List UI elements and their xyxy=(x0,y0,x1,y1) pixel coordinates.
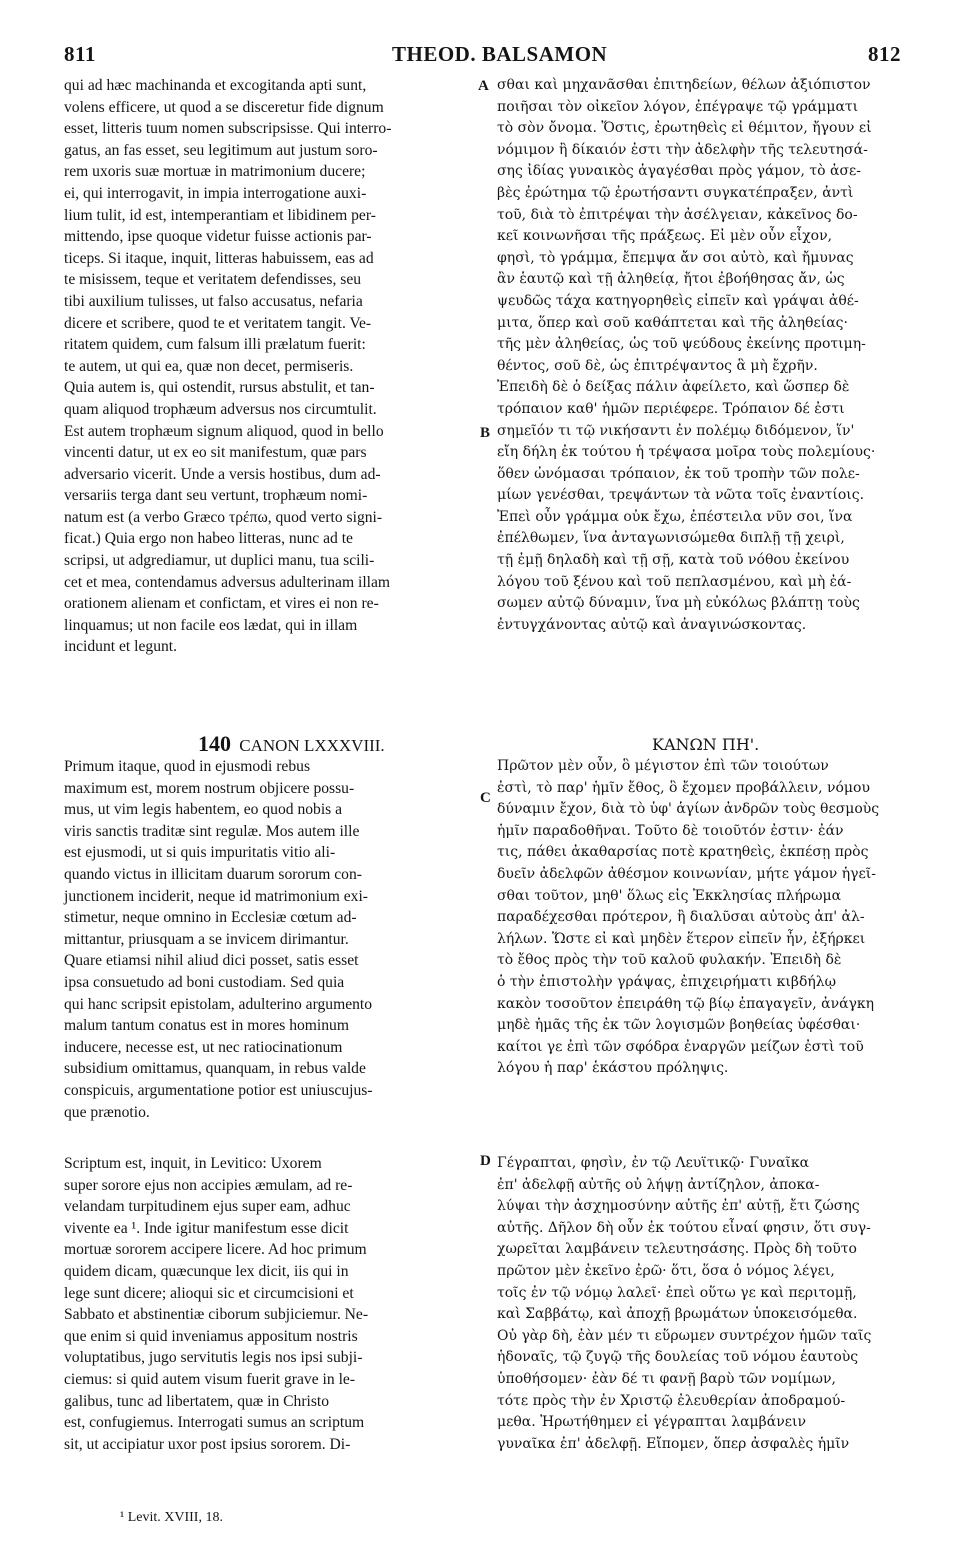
margin-mark-d: D xyxy=(480,1153,491,1169)
canon-title-latin: CANON LXXXVIII. xyxy=(239,736,385,755)
left-page-number: 811 xyxy=(64,42,96,66)
greek-paragraph-top: σθαι καὶ μηχανᾶσθαι ἐπιτηδείων, θέλων ἀξιόπιστον ποιῆσαι τὸν οἰκεῖον λόγον, ἐπέγραψε τῷ γράμματι τὸ σὸν ὄνομα. Ὅστις, ἐρωτηθεὶς εἰ θέμιτον, ἤγουν εἰ νόμιμον ἢ δίκαιόν ἐστι τὴν ἀδελφὴν τῆς τελευτησά- σης ἰδίας γυναικὸς ἀγαγέσθαι πρὸς γάμον, τὸ ἀσε- βὲς ἐρώτημα τῷ ἐρωτήσαντι συγκατέπραξεν, ἀντὶ τοῦ, διὰ τὸ ἐπιτρέψαι τὴν ἀσέλγειαν, κἀκεῖνος δο- κεῖ κοινωνῆσαι τῆς πράξεως. Εἰ μὲν οὖν εἶχον, φησὶ, τὸ γράμμα, ἔπεμψα ἄν σοι αὐτὸ, καὶ ἤμυνας ἂν ἑαυτῷ καὶ τῇ ἀληθείᾳ, ἤτοι ἐβοήθησας ἄν, ὡς ψευδῶς τάχα κατηγορηθεὶς εἰπεῖν καὶ γράψαι ἀθέ- μιτα, ὅπερ καὶ σοῦ καθάπτεται καὶ τῆς ἀληθείας· τῆς μὲν ἀληθείας, ὡς τοῦ ψεύδους ἐκείνης προτιμη- θέντος, σοῦ δὲ, ὡς ἐπιτρέψαντος ἃ μὴ ἔχρῆν. Ἐπειδὴ δὲ ὁ δείξας πάλιν ἀφείλετο, καὶ ὥσπερ δὲ τρόπαιον καθ' ἡμῶν περιέφερε. Τρόπαιον δέ ἐστι σημεῖόν τι τῷ νικήσαντι ἐν πολέμῳ διδόμενον, ἵν' εἴη δήλη ἐκ τούτου ἡ τρέψασα μοῖρα τοὺς πολεμίους· ὅθεν ὠνόμασαι τρόπαιον, ἐκ τοῦ τροπὴν τῶν πολε- μίων γενέσθαι, τρεψάντων τὰ νῶτα τοῖς ἐναντίοις. Ἐπεὶ οὖν γράμμα οὐκ ἔχω, ἐπέστειλα νῦν σοι, ἵνα ἐπέλθωμεν, ἵνα ἀνταγωνισώμεθα διπλῇ τῇ χειρὶ, τῇ ἐμῇ δηλαδὴ καὶ τῇ σῇ, κατὰ τοῦ νόθου ἐκείνου λόγου τοῦ ξένου καὶ τοῦ πεπλασμένου, καὶ μὴ ἐά- σωμεν αὐτῷ δύναμιν, ἵνα μὴ εὐκόλως βλάπτῃ τοὺς ἐντυγχάνοντας αὐτῷ καὶ ἀναγινώσκοντας. xyxy=(497,77,876,633)
greek-column-bottom xyxy=(497,1153,909,1455)
latin-paragraph-top: qui ad hæc machinanda et excogitanda apti sunt, volens efficere, ut quod a se disceretur fide dignum esset, litteris tuum nomen subscripsisse. Qui interro- gatus, an fas esset, seu legitimum aut justum soro- rem uxoris suæ mortuæ in matrimonium ducere; ei, qui interrogavit, in impia interrogatione auxi- lium tulit, id est, intemperantiam et libidinem per- mittendo, ipse quoque videtur fuisse actionis par- ticeps. Si itaque, inquit, litteras habuissem, eas ad te misissem, teque et veritatem defendisses, seu tibi auxilium tulisses, ut falso accusatus, nefaria dicere et scribere, quod te et veritatem tangit. Ve- ritatem quidem, cum falsum illi prælatum fuerit: te autem, ut qui ea, quæ non decet, permiseris. Quia autem is, qui ostendit, rursus abstulit, et tan- quam aliquod trophæum adversus nos circumtulit. Est autem trophæum signum aliquod, quod in bello vincenti datur, ut ex eo sit manifestum, quæ pars adversario vicerit. Unde a versis hostibus, dum ad- versariis terga dant seu vertunt, trophæum nomi- natum est (a verbo Græco τρέπω, quod verto signi- ficat.) Quia ergo non habeo litteras, nunc ad te scripsi, ut adgrediamur, ut duplici manu, tua scili- cet et mea, contendamus adversus adulterinam illam orationem alienam et confictam, et vires ei non re- linquamus; ut non facile eos lædat, qui in illam incidunt et legunt. xyxy=(64,77,392,656)
canon-number: 140 xyxy=(198,731,231,756)
greek-paragraph-bottom: Γέγραπται, φησὶν, ἐν τῷ Λευϊτικῷ· Γυναῖκα ἐπ' ἀδελφῇ αὐτῆς οὐ λήψῃ ἀντίζηλον, ἀποκα- λύψαι τὴν ἀσχημοσύνην αὐτῆς ἐπ' αὐτῇ, ἔτι ζώσης αὐτῆς. Δῆλον δὴ οὖν ἐκ τούτου εἶναί φησιν, ὅτι συγ- χωρεῖται λαμβάνειν τελευτησάσης. Πρὸς δὴ τοῦτο πρῶτον μὲν ἐκεῖνο ἐρῶ· ὅτι, ὅσα ὁ νόμος λέγει, τοῖς ἐν τῷ νόμῳ λαλεῖ· ἐπεὶ οὕτω γε καὶ περιτομῇ, καὶ Σαββάτῳ, καὶ ἀποχῇ βρωμάτων ὑποκεισόμεθα. Οὐ γὰρ δὴ, ἐὰν μέν τι εὕρωμεν συντρέχον ἡμῶν ταῖς ἡδοναῖς, τῷ ζυγῷ τῆς δουλείας τοῦ νόμου ἑαυτοὺς ὑποθήσομεν· ἐὰν δέ τι φανῇ βαρὺ τῶν νομίμων, τότε πρὸς τὴν ἐν Χριστῷ ἐλευθερίαν ἀποδραμού- μεθα. Ἠρωτήθημεν εἰ γέγραπται λαμβάνειν γυναῖκα ἐπ' ἀδελφῇ. Εἴπομεν, ὅπερ ἀσφαλὲς ἡμῖν xyxy=(497,1155,872,1452)
latin-paragraph-bottom: Scriptum est, inquit, in Levitico: Uxorem super sorore ejus non accipies æmulam, ad re- velandam turpitudinem ejus super eam, adhuc vivente ea ¹. Inde igitur manifestum esse dicit mortuæ sororem accipere licere. Ad hoc primum quidem dicam, quæcunque lex dicit, iis qui in lege sunt dicere; alioqui sic et circumcisioni et Sabbato et abstinentiæ ciborum subjiciemur. Ne- que enim si quid inveniamus appositum nostris voluptatibus, jugo servitutis legis nos ipsi subji- ciemus: si quid autem visum fuerit grave in le- galibus, tunc ad libertatem, quæ in Christo est, confugiemus. Interrogati sumus an scriptum sit, ut accipiatur uxor post ipsius sororem. Di- xyxy=(64,1155,369,1453)
greek-paragraph-mid: Πρῶτον μὲν οὖν, ὃ μέγιστον ἐπὶ τῶν τοιούτων ἐστὶ, τὸ παρ' ἡμῖν ἔθος, ὃ ἔχομεν προβάλλειν, νόμου δύναμιν ἔχον, διὰ τὸ ὑφ' ἁγίων ἀνδρῶν τοὺς θεσμοὺς ἡμῖν παραδοθῆναι. Τοῦτο δὲ τοιοῦτόν ἐστιν· ἐάν τις, πάθει ἀκαθαρσίας ποτὲ κρατηθεὶς, ἐκπέσῃ πρὸς δυεῖν ἀδελφῶν ἀθέσμον κοινωνίαν, μήτε γάμον ἡγεῖ- σθαι τοῦτον, μηθ' ὅλως εἰς Ἐκκλησίας πλήρωμα παραδέχεσθαι πρότερον, ἢ διαλῦσαι αὐτοὺς ἀπ' ἀλ- λήλων. Ὥστε εἰ καὶ μηδὲν ἕτερον εἰπεῖν ἦν, ἐξήρκει τὸ ἔθος πρὸς τὴν τοῦ καλοῦ φυλακήν. Ἐπειδὴ δὲ ὁ τὴν ἐπιστολὴν γράψας, ἐπιχειρήματι κιβδήλῳ κακὸν τοσοῦτον ἐπειράθη τῷ βίῳ ἐπαγαγεῖν, ἀνάγκη μηδὲ ἡμᾶς τῆς ἐκ τῶν λογισμῶν βοηθείας ὑφέσθαι· καίτοι γε ἐπὶ τῶν σφόδρα ἐναργῶν μείζων ἐστὶ τοῦ λόγου ἡ παρ' ἑκάστου πρόληψις. xyxy=(497,758,880,1077)
margin-mark-b: B xyxy=(480,425,491,441)
canon-heading-latin xyxy=(198,731,385,757)
footnote: ¹ Levit. XVIII, 18. xyxy=(120,1510,223,1525)
latin-column-mid xyxy=(64,756,476,1123)
running-header xyxy=(0,42,959,70)
canon-heading-greek xyxy=(652,735,759,754)
latin-column-bottom xyxy=(64,1153,476,1455)
margin-mark-a: A xyxy=(478,78,489,94)
margin-mark-c: C xyxy=(480,790,491,806)
latin-column-top xyxy=(64,75,476,658)
latin-paragraph-mid: Primum itaque, quod in ejusmodi rebus maximum est, morem nostrum objicere possu- mus, ut vim legis habentem, eo quod nobis a viris sanctis traditæ sint regulæ. Mos autem ille est ejusmodi, ut si quis impuritatis vitio ali- quando victus in illicitam duarum sororum con- junctionem inciderit, neque id matrimonium exi- stimetur, neque omnino in Ecclesiæ cœtum ad- mittantur, priusquam a se invicem dirimantur. Quare etiamsi nihil aliud dici posset, satis esset ipsa consuetudo ad boni custodiam. Sed quia qui hanc scripsit epistolam, adulterino argumento malum tantum conatus est in mores hominum inducere, necesse est, ut nec ratiocinationum subsidium omittamus, quanquam, in rebus valde conspicuis, argumentatione potior est uniuscujus- que prænotio. xyxy=(64,758,373,1121)
greek-column-top xyxy=(497,75,909,636)
running-title: THEOD. BALSAMON xyxy=(392,42,608,66)
right-page-number: 812 xyxy=(868,42,901,66)
greek-column-mid xyxy=(497,756,909,1080)
canon-title-greek: ΚΑΝΩΝ ΠΗ'. xyxy=(652,735,760,754)
